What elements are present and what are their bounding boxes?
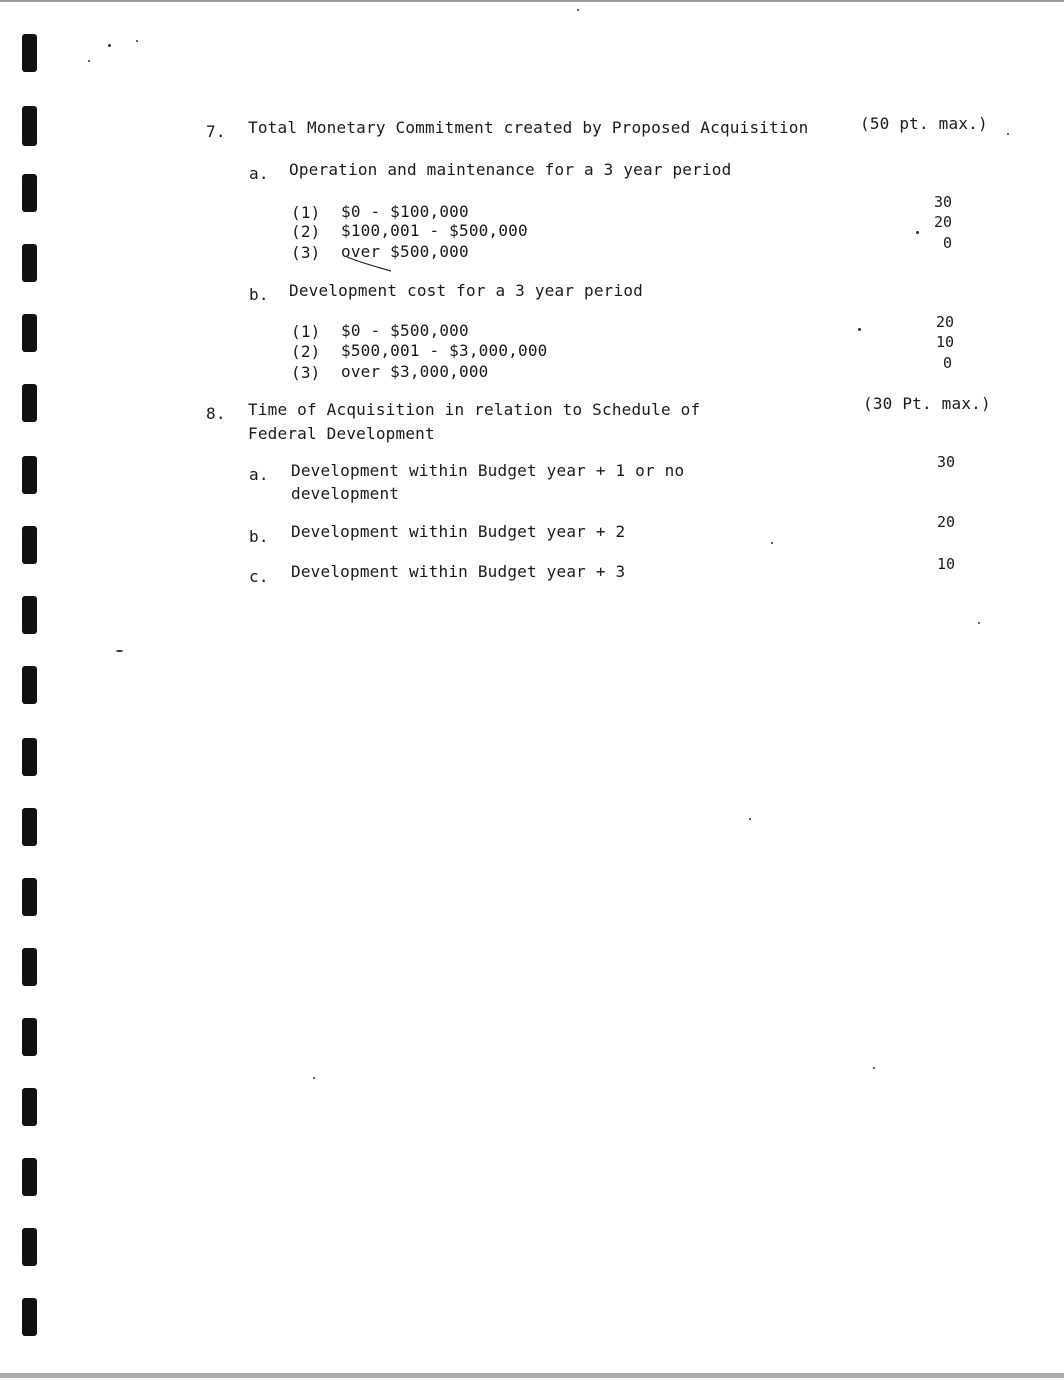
punch-mark: [22, 34, 37, 72]
page-bottom-edge: [0, 1373, 1064, 1378]
punch-mark: [22, 456, 37, 494]
punch-mark: [22, 808, 37, 846]
section-7a-letter: a.: [249, 164, 269, 183]
cost-range: over $500,000: [341, 242, 469, 261]
section-8-title-line-2: Federal Development: [248, 424, 435, 443]
cost-range: over $3,000,000: [341, 362, 489, 381]
section-7-max-points: (50 pt. max.): [860, 114, 988, 133]
section-8b-letter: b.: [249, 527, 269, 546]
cost-range: $500,001 - $3,000,000: [341, 341, 548, 360]
punch-mark: [22, 384, 37, 422]
section-8-max-points: (30 Pt. max.): [863, 394, 991, 413]
scan-speck: [749, 818, 751, 820]
points-value: 0: [942, 234, 952, 252]
item-number: (1): [291, 322, 321, 341]
punch-mark: [22, 878, 37, 916]
section-7b-letter: b.: [249, 285, 269, 304]
punch-mark: [22, 1088, 37, 1126]
section-8a-label-line-2: development: [291, 484, 400, 503]
scan-speck: [873, 1067, 875, 1069]
scan-speck: [978, 622, 980, 624]
section-8-title-line-1: Time of Acquisition in relation to Schedule of: [248, 400, 701, 419]
punch-mark: [22, 1018, 37, 1056]
section-8a-label-line-1: Development within Budget year + 1 or no: [291, 461, 685, 480]
punch-mark: [22, 106, 37, 146]
scan-speck: [313, 1077, 315, 1079]
scan-speck: [88, 60, 90, 62]
cost-range: $100,001 - $500,000: [341, 221, 528, 240]
section-7-title: Total Monetary Commitment created by Proposed Acquisition: [248, 118, 809, 137]
points-value: 10: [936, 555, 955, 573]
scan-speck: [1007, 133, 1009, 135]
section-8-number: 8.: [206, 404, 226, 423]
punch-mark: [22, 948, 37, 986]
points-value: 20: [933, 213, 952, 231]
section-7-number: 7.: [206, 122, 226, 141]
punch-mark: [22, 244, 37, 282]
handwritten-check-mark: [345, 252, 393, 272]
item-number: (3): [291, 243, 321, 262]
item-number: (3): [291, 363, 321, 382]
item-number: (2): [291, 342, 321, 361]
scan-speck: [116, 650, 123, 652]
section-7a-label: Operation and maintenance for a 3 year period: [289, 160, 732, 179]
punch-mark: [22, 666, 37, 704]
punch-mark: [22, 596, 37, 634]
points-value: 30: [936, 453, 955, 471]
section-8c-letter: c.: [249, 567, 269, 586]
item-number: (2): [291, 222, 321, 241]
punch-mark: [22, 738, 37, 776]
section-7b-label: Development cost for a 3 year period: [289, 281, 643, 300]
points-value: 0: [942, 354, 952, 372]
punch-mark: [22, 526, 37, 564]
section-8b-label: Development within Budget year + 2: [291, 522, 626, 541]
scan-speck: [108, 44, 111, 47]
punch-mark: [22, 1158, 37, 1196]
page-top-edge: [0, 0, 1064, 2]
cost-range: $0 - $100,000: [341, 202, 469, 221]
scan-speck: [858, 328, 861, 331]
points-value: 10: [935, 333, 954, 351]
punch-mark: [22, 314, 37, 352]
scan-speck: [771, 542, 773, 544]
scan-speck: [136, 40, 138, 42]
scan-speck: [577, 9, 579, 11]
punch-mark: [22, 174, 37, 212]
cost-range: $0 - $500,000: [341, 321, 469, 340]
section-8c-label: Development within Budget year + 3: [291, 562, 626, 581]
section-8a-letter: a.: [249, 465, 269, 484]
points-value: 30: [933, 193, 952, 211]
points-value: 20: [935, 313, 954, 331]
punch-mark: [22, 1228, 37, 1266]
item-number: (1): [291, 203, 321, 222]
points-value: 20: [936, 513, 955, 531]
punch-mark: [22, 1298, 37, 1336]
